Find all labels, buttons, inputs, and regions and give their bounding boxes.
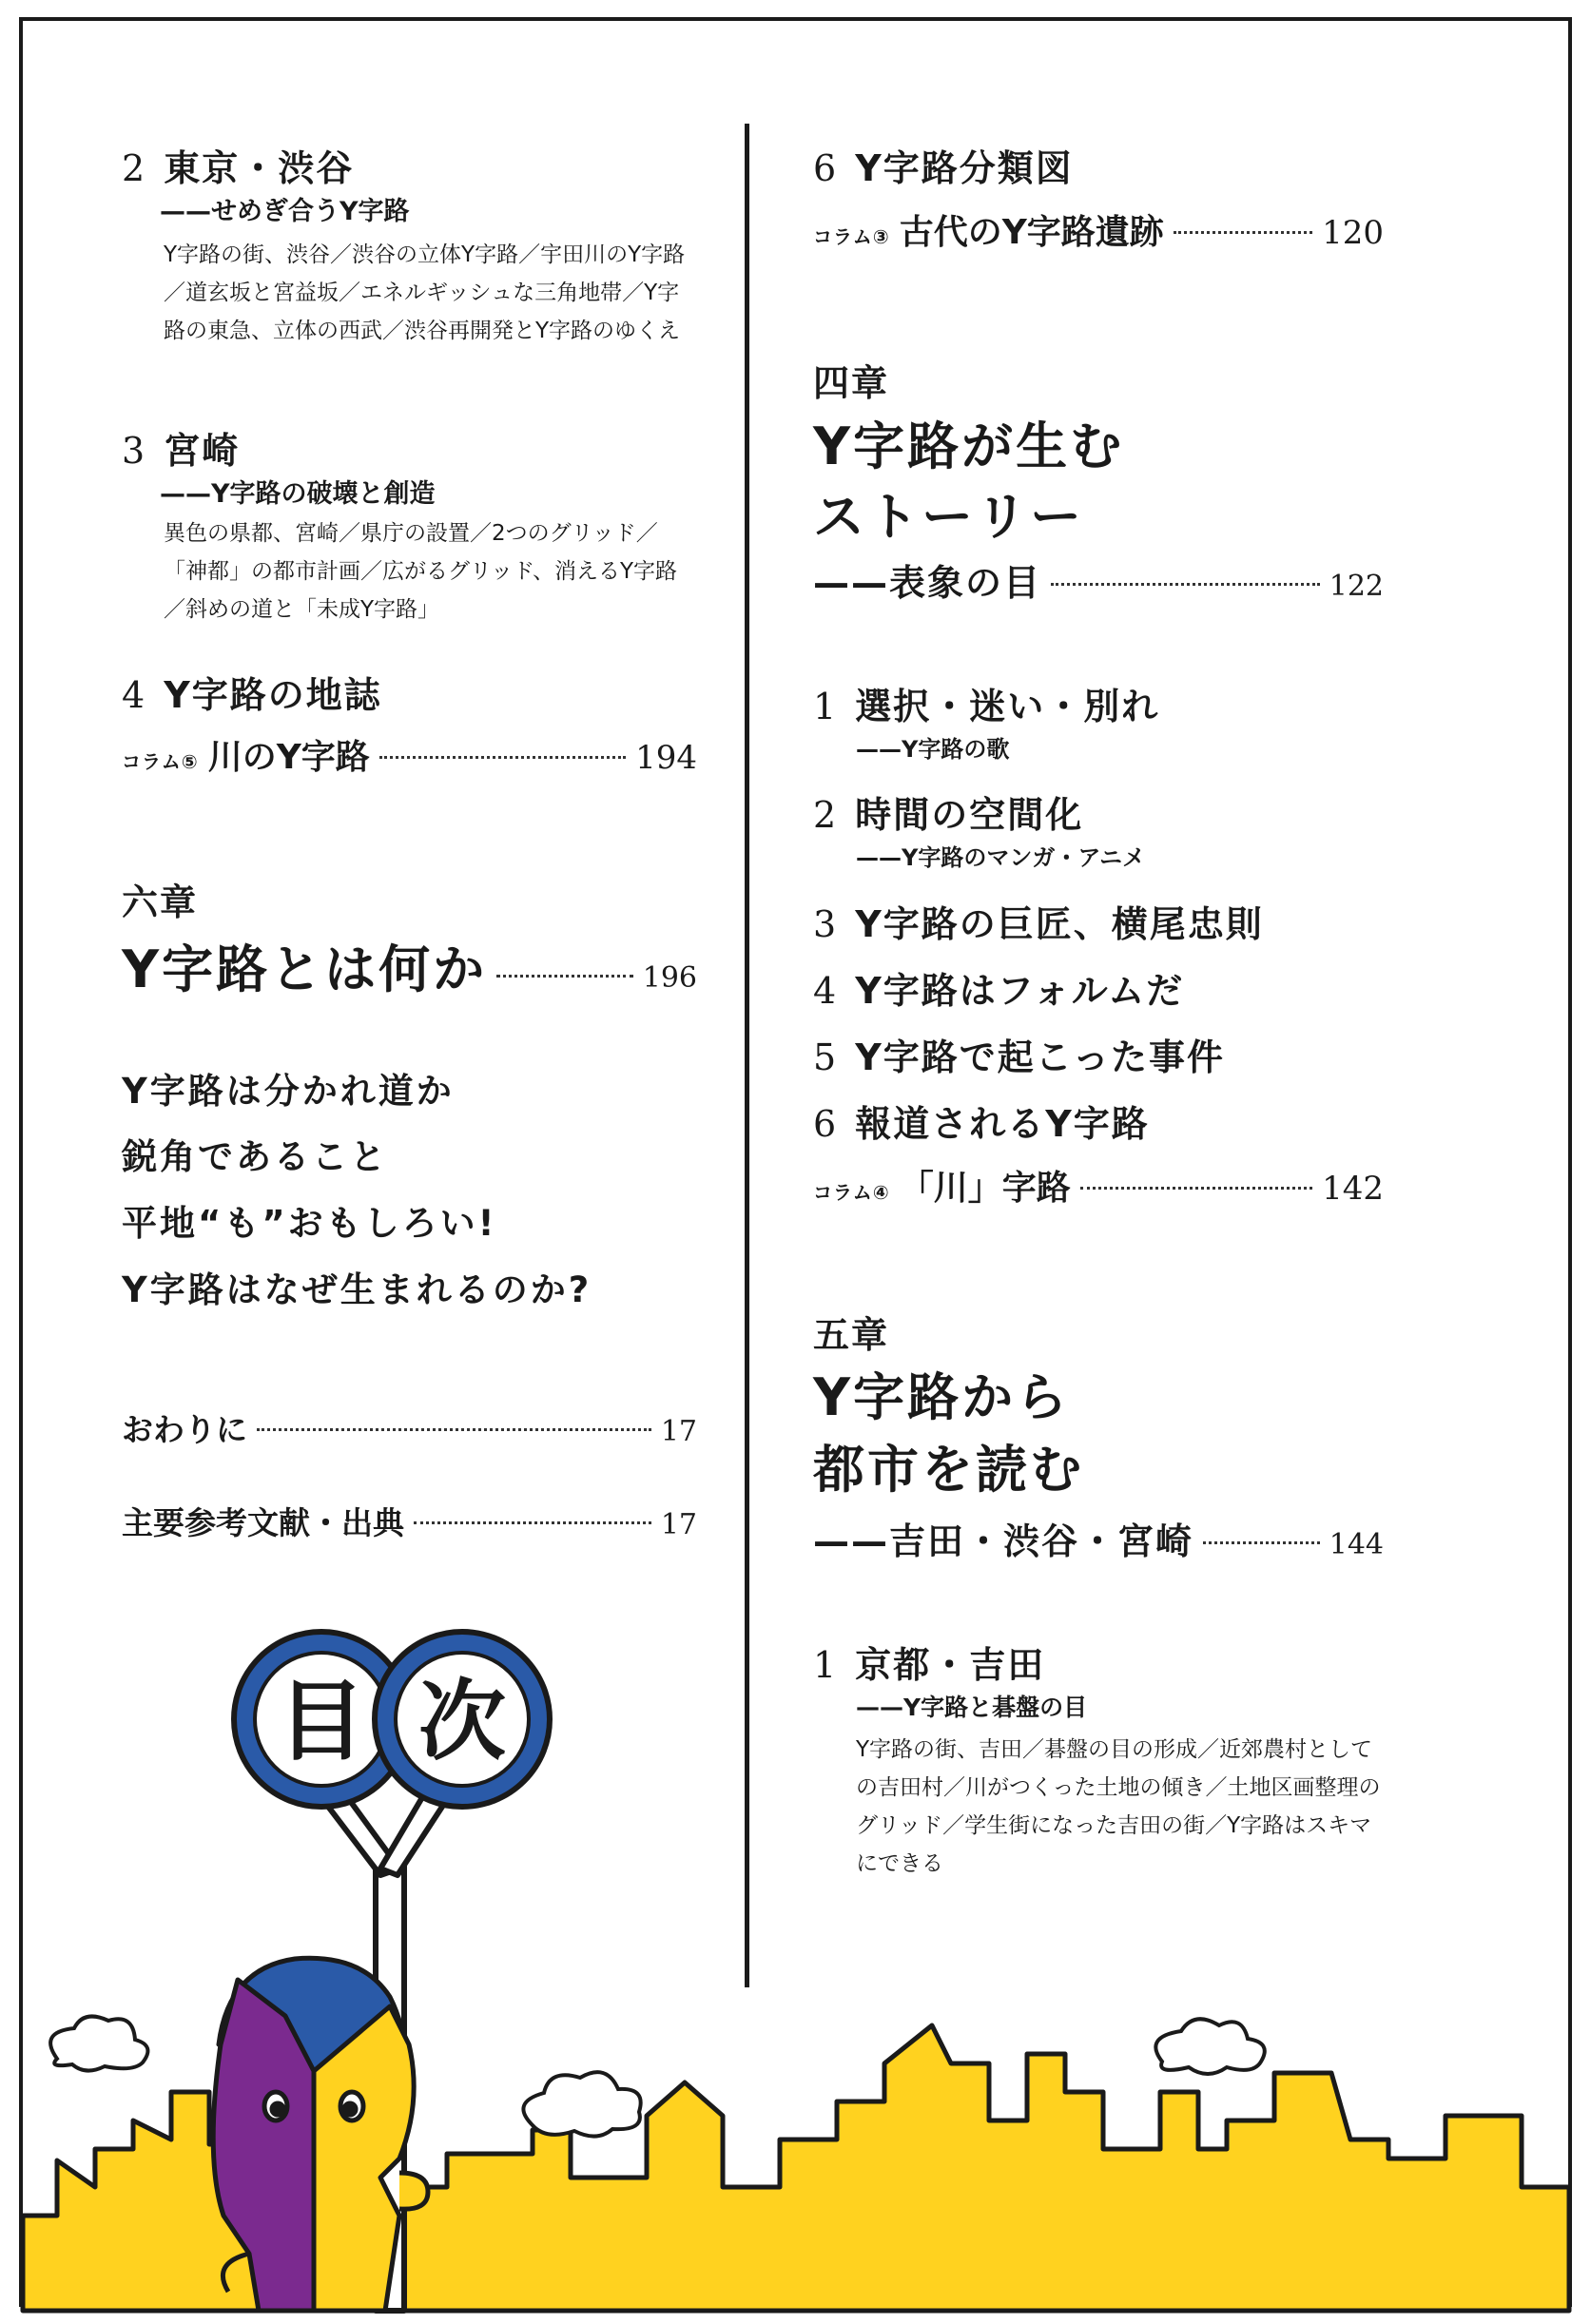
section-2-description: Y字路の街、渋谷／渋谷の立体Y字路／宇田川のY字路／道玄坂と宮益坂／エネルギッシュな三角地帯／Y字路の東急、立体の西武／渋谷再開発とY字路のゆくえ [164, 242, 686, 343]
chapter-4-item-3: 3 Y字路の巨匠、横尾忠則 [813, 903, 1264, 945]
chapter-5-title-line-1: Y字路から [813, 1367, 1071, 1427]
chapter-4-subtitle-row[interactable]: ——表象の目 122 [813, 562, 1384, 604]
section-3-heading: 3 宮崎 [122, 430, 241, 472]
chapter-4-item-5: 5 Y字路で起こった事件 [813, 1036, 1225, 1078]
section-2-heading: 2 東京・渋谷 [122, 147, 355, 189]
sign-moku-text: 目 [277, 1671, 366, 1772]
sign-ji-icon [375, 1632, 550, 1807]
column-4-row[interactable]: コラム④ 「川」字路 142 [813, 1169, 1384, 1208]
chapter-4-item-1: 1 選択・迷い・別れ [813, 686, 1160, 727]
chapter-4-title-line-2: ストーリー [813, 487, 1084, 547]
column-5-row[interactable]: コラム⑤ 川のY字路 194 [122, 738, 697, 777]
chapter-4-item-2: 2 時間の空間化 [813, 794, 1084, 836]
chapter-5-label: 五章 [813, 1314, 890, 1356]
cloud-icon [1155, 2019, 1264, 2074]
sign-ji-text: 次 [417, 1671, 507, 1772]
chapter-5-title-line-2: 都市を読む [813, 1440, 1084, 1500]
chapter-5-item-1-subtitle: ——Y字路と碁盤の目 [856, 1694, 1088, 1721]
chapter-6-item: Y字路は分かれ道か [122, 1071, 455, 1112]
chapter-4-label: 四章 [813, 362, 890, 404]
chapter-5-subtitle-row[interactable]: ——吉田・渋谷・宮崎 144 [813, 1520, 1384, 1562]
chapter-6-item: 平地“も”おもしろい! [122, 1203, 497, 1244]
cloud-icon [523, 2072, 640, 2136]
section-3-subtitle: ——Y字路の破壊と創造 [160, 479, 436, 509]
section-4-heading: 4 Y字路の地誌 [122, 674, 382, 716]
chapter-4-item-6: 6 報道されるY字路 [813, 1103, 1150, 1145]
chapter-4-item-2-subtitle: ——Y字路のマンガ・アニメ [856, 844, 1146, 871]
chapter-4-title-line-1: Y字路が生む [813, 416, 1125, 476]
chapter-4-item-4: 4 Y字路はフォルムだ [813, 970, 1185, 1012]
section-6-heading: 6 Y字路分類図 [813, 147, 1074, 189]
references-row[interactable]: 主要参考文献・出典 17 [122, 1504, 697, 1541]
cloud-icon [50, 2017, 147, 2071]
chapter-4-item-1-subtitle: ——Y字路の歌 [856, 736, 1010, 763]
section-2-subtitle: ——せめぎ合うY字路 [160, 197, 410, 226]
chapter-5-item-1: 1 京都・吉田 [813, 1644, 1046, 1686]
column-3-row[interactable]: コラム③ 古代のY字路遺跡 120 [813, 213, 1384, 252]
chapter-6-item: 鋭角であること [122, 1136, 388, 1177]
chapter-6-label: 六章 [122, 881, 199, 923]
chapter-6-title-row[interactable]: Y字路とは何か 196 [122, 939, 697, 999]
chapter-6-item: Y字路はなぜ生まれるのか? [122, 1269, 592, 1310]
section-3-description: 異色の県都、宮崎／県庁の設置／2つのグリッド／「神都」の都市計画／広がるグリッド、消えるY字路／斜めの道と「未成Y字路」 [164, 521, 678, 622]
chapter-5-item-1-description: Y字路の街、吉田／碁盤の目の形成／近郊農村としての吉田村／川がつくった土地の傾き／土地区画整理のグリッド／学生街になった吉田の街／Y字路はスキマにできる [856, 1737, 1381, 1876]
afterword-row[interactable]: おわりに 17 [122, 1411, 697, 1448]
